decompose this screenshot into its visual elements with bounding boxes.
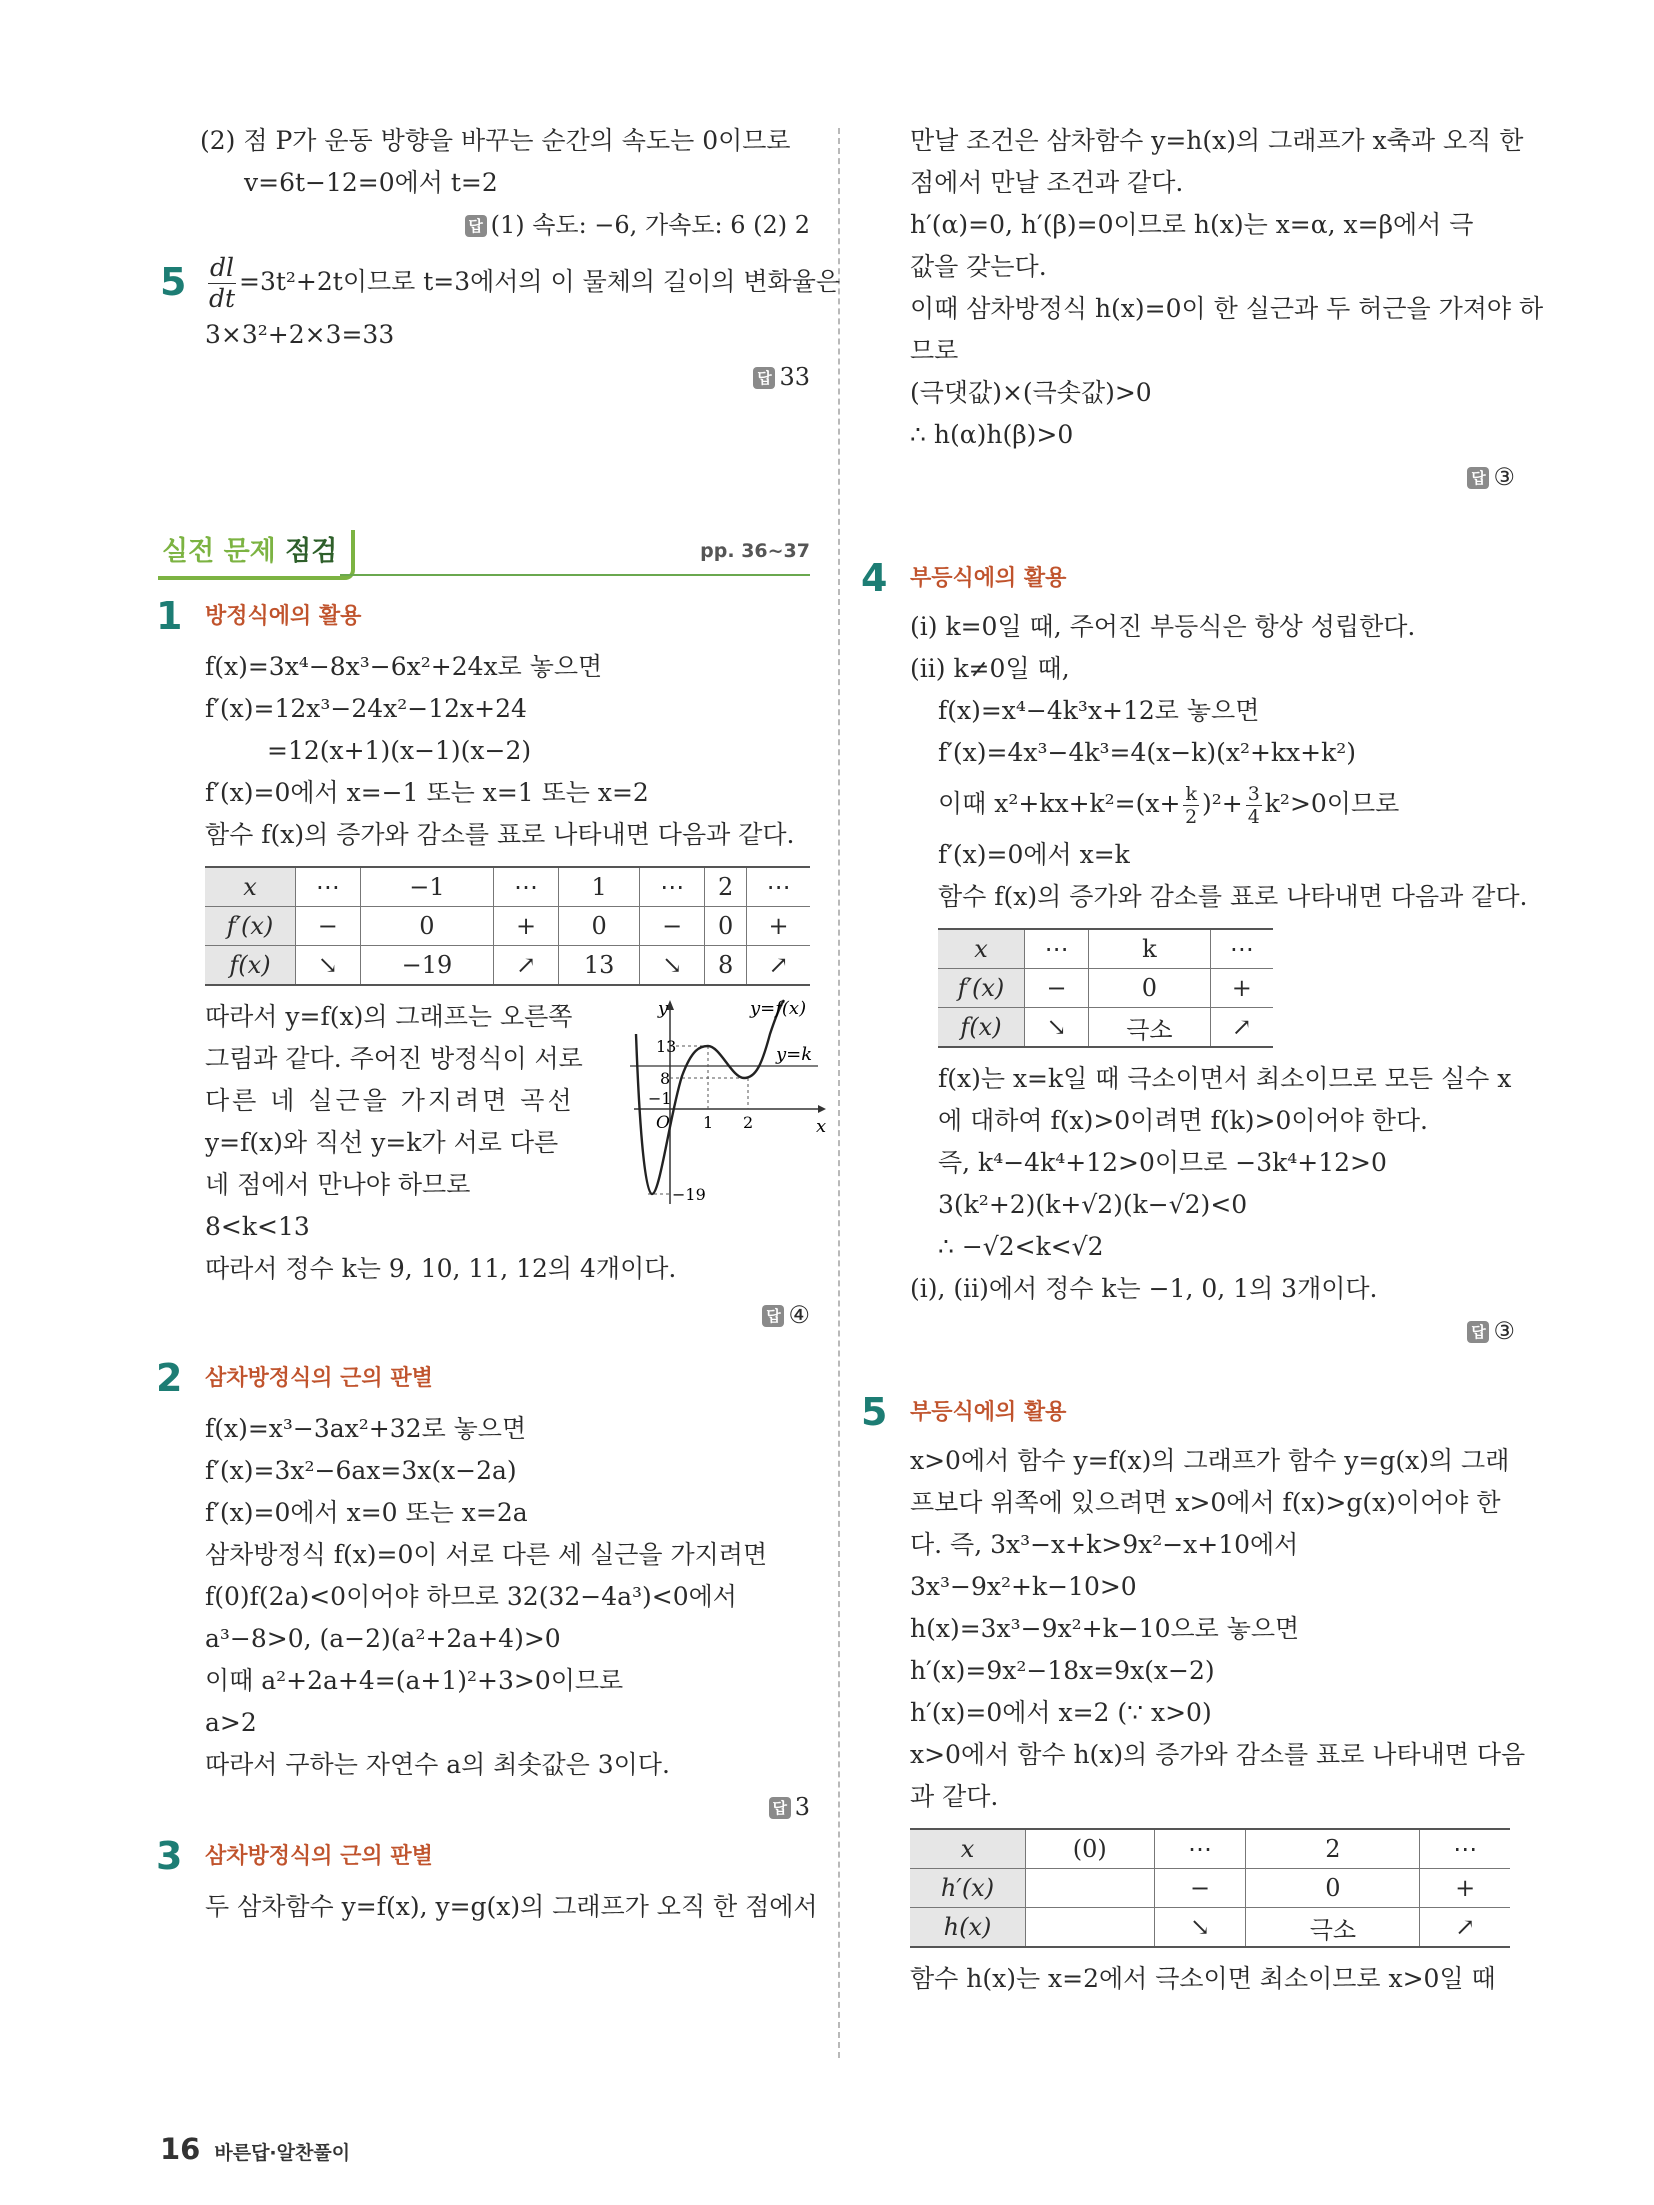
- answer-value: 3: [794, 1793, 810, 1821]
- problem-title: 방정식에의 활용: [205, 604, 362, 629]
- tick-label-x2: 2: [743, 1113, 754, 1132]
- table-cell: k: [1089, 929, 1211, 969]
- table-cell: 2: [1246, 1829, 1420, 1869]
- page-number: 16: [160, 2132, 201, 2166]
- table-cell: 8: [705, 946, 747, 986]
- answer-tag: 답: [769, 1797, 791, 1819]
- table-cell: ↘: [1154, 1908, 1246, 1948]
- column-divider: [838, 128, 840, 2058]
- table-cell: 13: [558, 946, 640, 986]
- graph-block: [205, 996, 827, 1290]
- table-cell: f(x): [205, 946, 296, 986]
- section-header: [160, 530, 810, 584]
- text-line: 점에서 만날 조건과 같다.: [910, 168, 1184, 197]
- book-title: 바른답·알찬풀이: [214, 2142, 351, 2164]
- text-line: 과 같다.: [910, 1782, 999, 1811]
- table-cell: x: [938, 929, 1025, 969]
- answer-tag: 답: [762, 1305, 784, 1327]
- table-row: [910, 1869, 1510, 1908]
- table-cell: −19: [360, 946, 494, 986]
- answer-line: [160, 204, 810, 246]
- answer-value: 33: [779, 363, 810, 391]
- table-cell: (0): [1026, 1829, 1155, 1869]
- table-cell: ⋯: [1154, 1829, 1246, 1869]
- table-row: [910, 1829, 1510, 1869]
- tick-label-x1: 1: [703, 1113, 714, 1132]
- problem-number: 5: [160, 260, 187, 304]
- right-column: [861, 120, 1544, 2000]
- text-line: 다. 즉, 3x³−x+k>9x²−x+10에서: [910, 1530, 1299, 1559]
- answer-value: ④: [788, 1301, 810, 1329]
- answer-value: ③: [1493, 1317, 1515, 1345]
- text-line: 삼차방정식 f(x)=0이 서로 다른 세 실근을 가지려면: [205, 1540, 768, 1569]
- text-line: 따라서 구하는 자연수 a의 최솟값은 3이다.: [205, 1750, 670, 1779]
- table-cell: ↗: [1420, 1908, 1510, 1948]
- table-cell: x: [910, 1829, 1026, 1869]
- table-cell: h(x): [910, 1908, 1026, 1948]
- text-line: f′(x)=12x³−24x²−12x+24: [205, 694, 527, 723]
- text-line: x>0에서 함수 y=f(x)의 그래프가 함수 y=g(x)의 그래: [910, 1446, 1510, 1475]
- answer-tag: 답: [1467, 1321, 1489, 1343]
- table-row: [938, 929, 1273, 969]
- problem-number: 3: [156, 1834, 183, 1878]
- text-line: 므로: [910, 336, 959, 365]
- text-line: f(0)f(2a)<0이어야 하므로 32(32−4a³)<0에서: [205, 1582, 737, 1611]
- problem-number: 4: [861, 556, 888, 600]
- text-line: y=f(x)와 직선 y=k가 서로 다른: [205, 1128, 559, 1157]
- fraction-denominator: dt: [208, 284, 236, 313]
- table-row: [205, 946, 810, 986]
- table-cell: ↗: [494, 946, 559, 986]
- table-cell: ↘: [1025, 1008, 1089, 1048]
- text-line: 함수 f(x)의 증가와 감소를 표로 나타내면 다음과 같다.: [938, 882, 1528, 911]
- curve-label: y=f(x): [750, 998, 807, 1019]
- text-line: 즉, k⁴−4k⁴+12>0이므로 −3k⁴+12>0: [938, 1148, 1387, 1177]
- table-cell: ⋯: [1420, 1829, 1510, 1869]
- table-cell: 0: [360, 907, 494, 946]
- text-line: h′(x)=0에서 x=2 (∵ x>0): [910, 1698, 1212, 1727]
- table-cell: 0: [558, 907, 640, 946]
- problem-title: 부등식에의 활용: [910, 1400, 1067, 1425]
- text-line: 값을 갖는다.: [910, 252, 1047, 281]
- table-cell: +: [1210, 969, 1273, 1008]
- function-graph: [630, 994, 830, 1214]
- fraction: [208, 253, 236, 314]
- text-span: =3t²+2t이므로 t=3에서의 이 물체의 길이의 변화율은: [239, 267, 841, 296]
- table-cell: ⋯: [1210, 929, 1273, 969]
- text-line: a>2: [205, 1708, 257, 1737]
- tick-label-13: 13: [656, 1037, 677, 1056]
- text-line: f(x)=x⁴−4k³x+12로 놓으면: [938, 696, 1260, 725]
- text-line: 따라서 y=f(x)의 그래프는 오른쪽: [205, 1002, 573, 1031]
- text-line: h′(α)=0, h′(β)=0이므로 h(x)는 x=α, x=β에서 극: [910, 210, 1474, 239]
- fraction-denominator: 2: [1185, 806, 1198, 828]
- fraction-numerator: k: [1185, 783, 1197, 805]
- text-line: x>0에서 함수 h(x)의 증가와 감소를 표로 나타내면 다음: [910, 1740, 1526, 1769]
- table-row: [205, 907, 810, 946]
- section-label: 실전 문제: [162, 536, 276, 567]
- text-line: a³−8>0, (a−2)(a²+2a+4)>0: [205, 1624, 561, 1653]
- table-cell: f(x): [938, 1008, 1025, 1048]
- text-line: h(x)=3x³−9x²+k−10으로 놓으면: [910, 1614, 1300, 1643]
- tick-label-minus-1: −1: [648, 1089, 672, 1108]
- answer-value: ③: [1493, 463, 1515, 491]
- text-line: f(x)는 x=k일 때 극소이면서 최소이므로 모든 실수 x: [938, 1064, 1512, 1093]
- text-line: 3(k²+2)(k+√2)(k−√2)<0: [938, 1190, 1248, 1219]
- table-cell: ⋯: [494, 867, 559, 907]
- answer-tag: 답: [753, 367, 775, 389]
- line-label: y=k: [776, 1044, 813, 1065]
- table-cell: ⋯: [747, 867, 810, 907]
- y-axis-label: y: [657, 998, 668, 1019]
- text-line: (극댓값)×(극솟값)>0: [910, 378, 1152, 407]
- problem-4: [861, 556, 1528, 1352]
- answer-line: [205, 1786, 810, 1828]
- x-axis-label: x: [816, 1116, 827, 1137]
- text-line: f′(x)=0에서 x=0 또는 x=2a: [205, 1498, 528, 1527]
- text-line: v=6t−12=0에서 t=2: [244, 168, 498, 197]
- fraction-numerator: 3: [1247, 783, 1260, 805]
- text-line: 네 점에서 만나야 하므로: [205, 1170, 471, 1199]
- section-label-strong: 점검: [285, 536, 338, 567]
- text-line: f(x)=3x⁴−8x³−6x²+24x로 놓으면: [205, 652, 603, 681]
- text-line: 에 대하여 f(x)>0이려면 f(k)>0이어야 한다.: [938, 1106, 1429, 1135]
- text-line: 이때 삼차방정식 h(x)=0이 한 실근과 두 허근을 가져야 하: [910, 294, 1544, 323]
- text-line: 프보다 위쪽에 있으려면 x>0에서 f(x)>g(x)이어야 한: [910, 1488, 1501, 1517]
- text-line: 따라서 정수 k는 9, 10, 11, 12의 4개이다.: [205, 1254, 677, 1283]
- table-cell: −1: [360, 867, 494, 907]
- table-cell: ↗: [747, 946, 810, 986]
- table-cell: [1026, 1869, 1155, 1908]
- table-cell: 0: [1246, 1869, 1420, 1908]
- text-line: f′(x)=4x³−4k³=4(x−k)(x²+kx+k²): [938, 738, 1357, 767]
- x-axis-arrow: [818, 1105, 826, 1113]
- text-span: k²>0이므로: [1264, 789, 1400, 818]
- problem-1: [156, 594, 827, 1336]
- table-cell: 극소: [1089, 1008, 1211, 1048]
- table-cell: 0: [1089, 969, 1211, 1008]
- text-line: (i) k=0일 때, 주어진 부등식은 항상 성립한다.: [910, 612, 1416, 641]
- table-cell: −: [1025, 969, 1089, 1008]
- problem-number: 5: [861, 1390, 888, 1434]
- text-line: ∴ −√2<k<√2: [938, 1232, 1104, 1261]
- table-cell: 1: [558, 867, 640, 907]
- problem-3: [156, 1834, 818, 1928]
- table-cell: 0: [705, 907, 747, 946]
- problem-number: 1: [156, 594, 183, 638]
- text-line: f′(x)=3x²−6ax=3x(x−2a): [205, 1456, 517, 1485]
- fraction-numerator: dl: [210, 253, 234, 282]
- text-line: 3x³−9x²+k−10>0: [910, 1572, 1137, 1601]
- page-range: pp. 36~37: [700, 540, 810, 562]
- text-line: 다른 네 실근을 가지려면 곡선: [205, 1086, 575, 1115]
- left-column: [156, 120, 841, 1928]
- text-line: =12(x+1)(x−1)(x−2): [267, 736, 532, 765]
- table-cell: 2: [705, 867, 747, 907]
- table-cell: ↗: [1210, 1008, 1273, 1048]
- table-row: [938, 969, 1273, 1008]
- table-cell: h′(x): [910, 1869, 1026, 1908]
- text-line: 함수 h(x)는 x=2에서 극소이면 최소이므로 x>0일 때: [910, 1964, 1496, 1993]
- problem-5: [160, 252, 841, 398]
- text-line: 함수 f(x)의 증가와 감소를 표로 나타내면 다음과 같다.: [205, 820, 795, 849]
- text-line: [205, 252, 841, 314]
- table-cell: +: [1420, 1869, 1510, 1908]
- answer-line: [205, 356, 810, 398]
- answer-line: [205, 1294, 810, 1336]
- text-line: f(x)=x³−3ax²+32로 놓으면: [205, 1414, 527, 1443]
- answer-tag: 답: [1467, 467, 1489, 489]
- table-cell: −: [296, 907, 361, 946]
- table-cell: ↘: [640, 946, 705, 986]
- text-line: 두 삼차함수 y=f(x), y=g(x)의 그래프가 오직 한 점에서: [205, 1892, 818, 1921]
- table-cell: x: [205, 867, 296, 907]
- section-rule: [340, 574, 810, 576]
- text-line: (ii) k≠0일 때,: [910, 654, 1070, 683]
- table-cell: ⋯: [1025, 929, 1089, 969]
- text-line: 그림과 같다. 주어진 방정식이 서로: [205, 1044, 583, 1073]
- text-line: h′(x)=9x²−18x=9x(x−2): [910, 1656, 1215, 1685]
- section-badge: [158, 530, 355, 580]
- table-cell: [1026, 1908, 1155, 1948]
- table-cell: ⋯: [296, 867, 361, 907]
- problem-3-continued: [910, 120, 1544, 498]
- table-cell: +: [494, 907, 559, 946]
- text-line: f′(x)=0에서 x=k: [938, 840, 1130, 869]
- text-line: 3×3²+2×3=33: [205, 320, 395, 349]
- text-line: [938, 774, 1515, 834]
- problem-2: [156, 1356, 810, 1828]
- answer-line: [910, 1310, 1515, 1352]
- text-span: )²+: [1201, 789, 1243, 818]
- table-row: [938, 1008, 1273, 1048]
- variation-table: [205, 866, 810, 986]
- table-cell: 극소: [1246, 1908, 1420, 1948]
- table-cell: f′(x): [938, 969, 1025, 1008]
- table-cell: −: [1154, 1869, 1246, 1908]
- text-line: 이때 a²+2a+4=(a+1)²+3>0이므로: [205, 1666, 624, 1695]
- answer-line: [910, 456, 1515, 498]
- origin-label: O: [656, 1113, 670, 1133]
- problem-number: 2: [156, 1356, 183, 1400]
- table-row: [910, 1908, 1510, 1948]
- fraction: [1246, 783, 1262, 828]
- text-line: 8<k<13: [205, 1212, 310, 1241]
- text-line: (i), (ii)에서 정수 k는 −1, 0, 1의 3개이다.: [910, 1274, 1378, 1303]
- text-line: (2) 점 P가 운동 방향을 바꾸는 순간의 속도는 0이므로: [200, 126, 791, 155]
- table-cell: +: [747, 907, 810, 946]
- fraction-denominator: 4: [1247, 806, 1260, 828]
- problem-title: 삼차방정식의 근의 판별: [205, 1844, 433, 1869]
- text-line: f′(x)=0에서 x=−1 또는 x=1 또는 x=2: [205, 778, 649, 807]
- text-span: 이때 x²+kx+k²=(x+: [938, 789, 1181, 818]
- answer-tag: 답: [465, 215, 487, 237]
- answer-value: (1) 속도: −6, 가속도: 6 (2) 2: [490, 211, 810, 239]
- tick-label-8: 8: [660, 1069, 671, 1088]
- table-row: [205, 867, 810, 907]
- text-line: ∴ h(α)h(β)>0: [910, 420, 1074, 449]
- problem-title: 삼차방정식의 근의 판별: [205, 1366, 433, 1391]
- table-cell: f′(x): [205, 907, 296, 946]
- page-footer: [160, 2132, 350, 2166]
- problem-5: [861, 1390, 1526, 2000]
- variation-table: [910, 1828, 1510, 1948]
- table-cell: ⋯: [640, 867, 705, 907]
- text-line: 만날 조건은 삼차함수 y=h(x)의 그래프가 x축과 오직 한: [910, 126, 1524, 155]
- variation-table: [938, 928, 1273, 1048]
- fraction: [1183, 783, 1199, 828]
- table-cell: ↘: [296, 946, 361, 986]
- table-cell: −: [640, 907, 705, 946]
- tick-label-minus-19: −19: [672, 1185, 706, 1204]
- problem-title: 부등식에의 활용: [910, 566, 1067, 591]
